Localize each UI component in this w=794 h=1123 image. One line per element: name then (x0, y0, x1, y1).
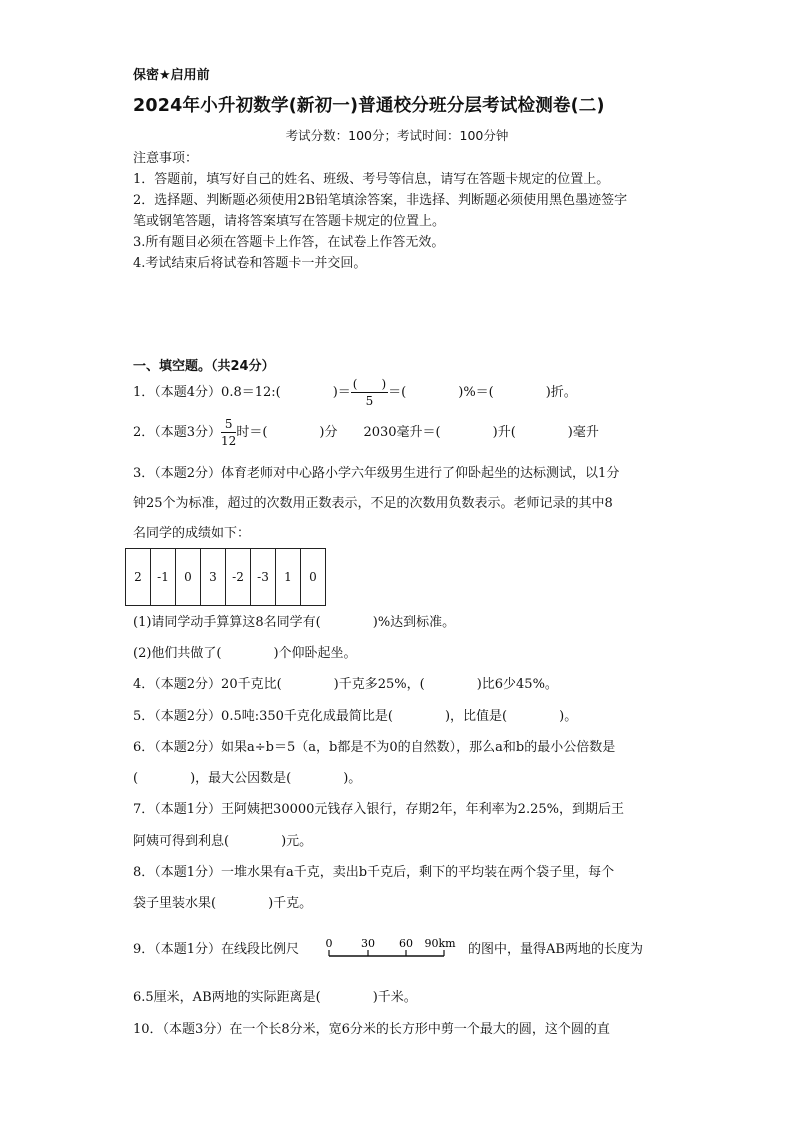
q2-fraction-numerator: 5 (221, 418, 236, 433)
score-cell: 0 (301, 549, 326, 606)
q3-sub1: (1)请同学动手算算这8名同学有( )%达到标准。 (133, 615, 456, 630)
question-1 (133, 378, 577, 408)
q1-fraction-numerator: ( ) (352, 377, 387, 391)
question-9-suffix: 的图中，量得AB两地的长度为 (468, 942, 643, 957)
q1-fraction-denominator: 5 (365, 394, 374, 408)
score-cell: -3 (251, 549, 276, 606)
q2-fraction-denominator: 12 (221, 434, 237, 448)
score-cell: 3 (201, 549, 226, 606)
scores-table (125, 548, 326, 606)
exam-info: 考试分数：100分；考试时间：100分钟 (285, 128, 509, 143)
question-8-line2: 袋子里装水果( )千克。 (133, 896, 313, 911)
question-10-line1: 10．（本题3分）在一个长8分米，宽6分米的长方形中剪一个最大的圆，这个圆的直 (133, 1022, 610, 1037)
notice-line: 4.考试结束后将试卷和答题卡一并交回。 (133, 256, 367, 271)
question-2 (133, 418, 599, 448)
score-cell: 1 (276, 549, 301, 606)
notice-line: 3.所有题目必须在答题卡上作答，在试卷上作答无效。 (133, 235, 445, 250)
notice-line: 1．答题前，填写好自己的姓名、班级、考号等信息，请写在答题卡规定的位置上。 (133, 172, 610, 187)
confidential-label: 保密★启用前 (133, 68, 210, 83)
q3-line: 3．（本题2分）体育老师对中心路小学六年级男生进行了仰卧起坐的达标测试，以1分 (133, 466, 620, 481)
notice-line: 笔或钢笔答题，请将答案填写在答题卡规定的位置上。 (133, 214, 446, 229)
question-4: 4．（本题2分）20千克比( )千克多25%，( )比6少45%。 (133, 677, 558, 692)
q2-fraction (221, 418, 236, 447)
scale-label-0: 0 (325, 937, 333, 950)
scale-label-30: 30 (361, 937, 375, 950)
q2-prefix: 2．（本题3分） (133, 425, 222, 440)
notice-heading: 注意事项： (133, 151, 199, 166)
q1-fraction (351, 378, 388, 407)
question-7-line1: 7．（本题1分）王阿姨把30000元钱存入银行，存期2年，年利率为2.25%，到期后王 (133, 802, 624, 817)
score-cell: -1 (151, 549, 176, 606)
score-cell: 0 (176, 549, 201, 606)
question-6-line1: 6．（本题2分）如果a÷b＝5（a，b都是不为0的自然数），那么a和b的最小公倍数是 (133, 740, 616, 755)
question-8-line1: 8．（本题1分）一堆水果有a千克，卖出b千克后，剩下的平均装在两个袋子里，每个 (133, 865, 615, 880)
question-7-line2: 阿姨可得到利息( )元。 (133, 834, 313, 849)
exam-title: 2024年小升初数学(新初一)普通校分班分层考试检测卷(二) (133, 96, 605, 116)
scores-row (126, 549, 326, 606)
question-5: 5．（本题2分）0.5吨:350千克化成最简比是( )，比值是( )。 (133, 709, 578, 724)
score-cell: 2 (126, 549, 151, 606)
score-cell: -2 (226, 549, 251, 606)
notice-line: 2．选择题、判断题必须使用2B铅笔填涂答案，非选择、判断题必须使用黑色墨迹签字 (133, 193, 628, 208)
question-6-line2: ( )，最大公因数是( )。 (133, 771, 362, 786)
question-9-prefix: 9．（本题1分）在线段比例尺 (133, 942, 300, 957)
scale-bar (327, 936, 464, 962)
scale-label-90km: 90km (424, 937, 456, 950)
section-heading: 一、填空题。（共24分） (133, 359, 275, 374)
q3-sub2: (2)他们共做了( )个仰卧起坐。 (133, 646, 357, 661)
q2-text-part2: 时＝( )分 2030毫升＝( )升( )毫升 (236, 425, 599, 440)
q3-line: 名同学的成绩如下： (133, 526, 251, 541)
q1-text-part2: ＝( )%＝( )折。 (388, 385, 577, 400)
scale-label-60: 60 (399, 937, 413, 950)
q3-line: 钟25个为标准，超过的次数用正数表示，不足的次数用负数表示。老师记录的其中8 (133, 496, 613, 511)
q1-text-part1: 1．（本题4分）0.8＝12:( )＝ (133, 385, 351, 400)
question-9-line2: 6.5厘米，AB两地的实际距离是( )千米。 (133, 990, 417, 1005)
